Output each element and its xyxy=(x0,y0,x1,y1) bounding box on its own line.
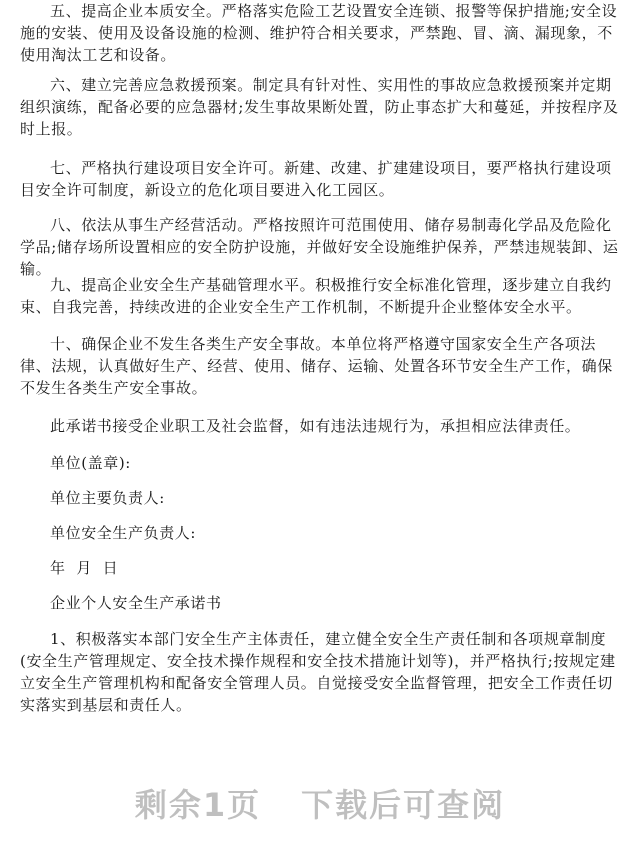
paragraph-7: 七、严格执行建设项目安全许可。新建、改建、扩建建设项目，要严格执行建设项目安全许可制度，新设立的危化项目要进入化工园区。 xyxy=(20,159,612,199)
section-title: 企业个人安全生产承诺书 xyxy=(50,594,222,612)
date-line: 年 月 日 xyxy=(50,559,119,577)
supervision-statement: 此承诺书接受企业职工及社会监督，如有违法违规行为，承担相应法律责任。 xyxy=(50,417,581,435)
signature-safety-officer: 单位安全生产负责人: xyxy=(50,524,197,542)
paragraph-8: 八、依法从事生产经营活动。严格按照许可范围使用、储存易制毒化学品及危险化学品;储存场所设置相应的安全防护设施，并做好安全设施维护保养，严禁违规装卸、运输。 xyxy=(20,216,619,278)
paragraph-10: 十、确保企业不发生各类生产安全事故。本单位将严格遵守国家安全生产各项法律、法规，认真做好生产、经营、使用、储存、运输、处置各环节安全生产工作，确保不发生各类生产安全事故。 xyxy=(20,335,613,397)
paragraph-5: 五、提高企业本质安全。严格落实危险工艺设置安全连锁、报警等保护措施;安全设施的安装、使用及设备设施的检测、维护符合相关要求，严禁跑、冒、滴、漏现象，不使用淘汰工艺和设备。 xyxy=(20,2,618,64)
paragraph-9: 九、提高企业安全生产基础管理水平。积极推行安全标准化管理，逐步建立自我约束、自我完善，持续改进的企业安全生产工作机制，不断提升企业整体安全水平。 xyxy=(20,276,612,316)
download-banner[interactable] xyxy=(0,780,640,826)
remaining-pages-label: 剩余1页 xyxy=(134,786,262,824)
signature-principal: 单位主要负责人: xyxy=(50,489,165,507)
download-to-view-label: 下载后可查阅 xyxy=(301,786,506,824)
personal-item-1: 1、积极落实本部门安全生产主体责任，建立健全安全生产责任制和各项规章制度(安全生产管理规定、安全技术操作规程和安全技术措施计划等)，并严格执行;按规定建立安全生产管理机构和配备安全管理人员。自觉接受安全监督管理，把安全工作责任切实落实到基层和责任人。 xyxy=(20,630,616,714)
paragraph-6: 六、建立完善应急救援预案。制定具有针对性、实用性的事故应急救援预案并定期组织演练，配备必要的应急器材;发生事故果断处置，防止事态扩大和蔓延，并按程序及时上报。 xyxy=(20,76,619,138)
signature-unit-seal: 单位(盖章): xyxy=(50,454,131,472)
